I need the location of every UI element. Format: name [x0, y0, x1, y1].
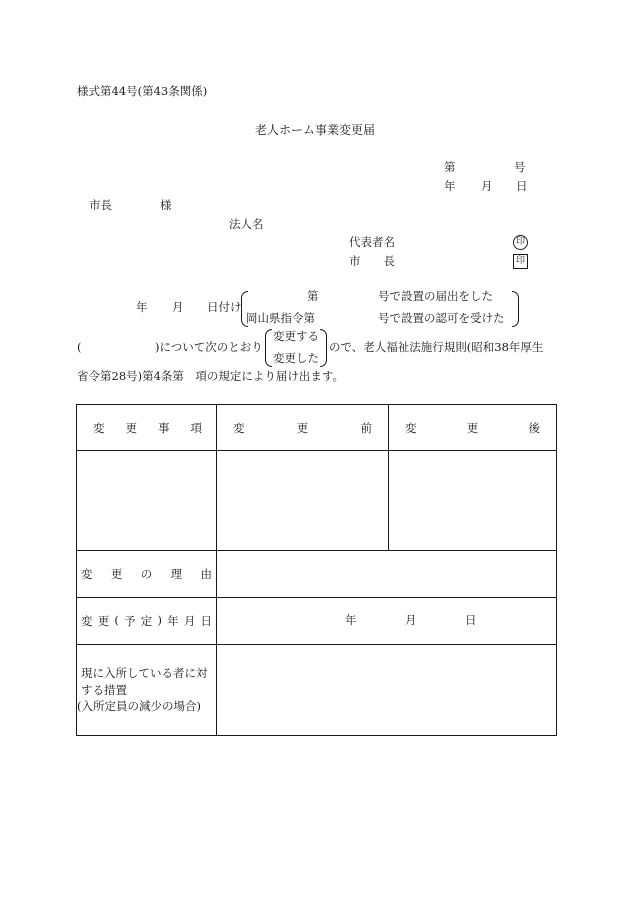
measure-cell[interactable] [217, 645, 557, 736]
representative-label: 代表者名 [349, 235, 395, 249]
option2-suffix: 号で設置の認可を受けた [378, 311, 505, 325]
doc-number-prefix: 第 [444, 160, 456, 174]
measure-label: 現に入所している者に対 する措置 (入所定員の減少の場合) [77, 645, 217, 736]
doc-date-month: 月 [481, 179, 493, 193]
right-brace-change [320, 329, 327, 367]
document-title: 老人ホーム事業変更届 [255, 123, 376, 137]
reason-label: 変 更 の 理 由 [77, 551, 217, 598]
corp-name-label: 法人名 [229, 217, 264, 231]
left-brace-change [265, 329, 272, 367]
reason-cell[interactable] [217, 551, 557, 598]
change-table [76, 404, 557, 736]
body-date-dated: 日付け [207, 300, 242, 314]
header-before: 変 更 前 [217, 405, 389, 451]
mayor-label: 市 長 [349, 254, 395, 268]
doc-number-suffix: 号 [514, 160, 526, 174]
form-number: 様式第44号(第43条関係) [77, 84, 208, 98]
addressee-mayor: 市長 [89, 198, 112, 212]
doc-date-year: 年 [444, 179, 456, 193]
header-change-item: 変 更 事 項 [77, 405, 217, 451]
square-seal-icon: 印 [513, 254, 528, 269]
change-date-month: 月 [405, 613, 417, 627]
after-change-text: ので、老人福祉法施行規則(昭和38年厚生 [329, 340, 544, 354]
change-item-cell[interactable] [77, 451, 217, 551]
option2-prefix: 岡山県指令第 [246, 311, 315, 325]
right-brace [512, 291, 519, 327]
doc-date-day: 日 [516, 179, 528, 193]
change-date-year: 年 [345, 613, 357, 627]
option1-prefix: 第 [307, 289, 319, 303]
change-did: 変更した [273, 351, 319, 365]
body-date-month: 月 [172, 300, 184, 314]
paren-close-text: )について次のとおり [155, 340, 263, 354]
after-cell[interactable] [389, 451, 557, 551]
before-cell[interactable] [217, 451, 389, 551]
body-line3: 省令第28号)第4条第 項の規定により届け出ます。 [77, 369, 345, 383]
change-date-day: 日 [465, 613, 477, 627]
header-after: 変 更 後 [389, 405, 557, 451]
option1-suffix: 号で設置の届出をした [378, 289, 493, 303]
change-date-cell[interactable] [217, 598, 557, 645]
change-date-label: 変 更 ( 予 定 ) 年 月 日 [77, 598, 217, 645]
body-date-year: 年 [136, 300, 148, 314]
paren-open: ( [77, 340, 82, 354]
round-seal-icon: 印 [513, 235, 528, 250]
addressee-honorific: 様 [160, 198, 172, 212]
change-will: 変更する [273, 329, 319, 343]
